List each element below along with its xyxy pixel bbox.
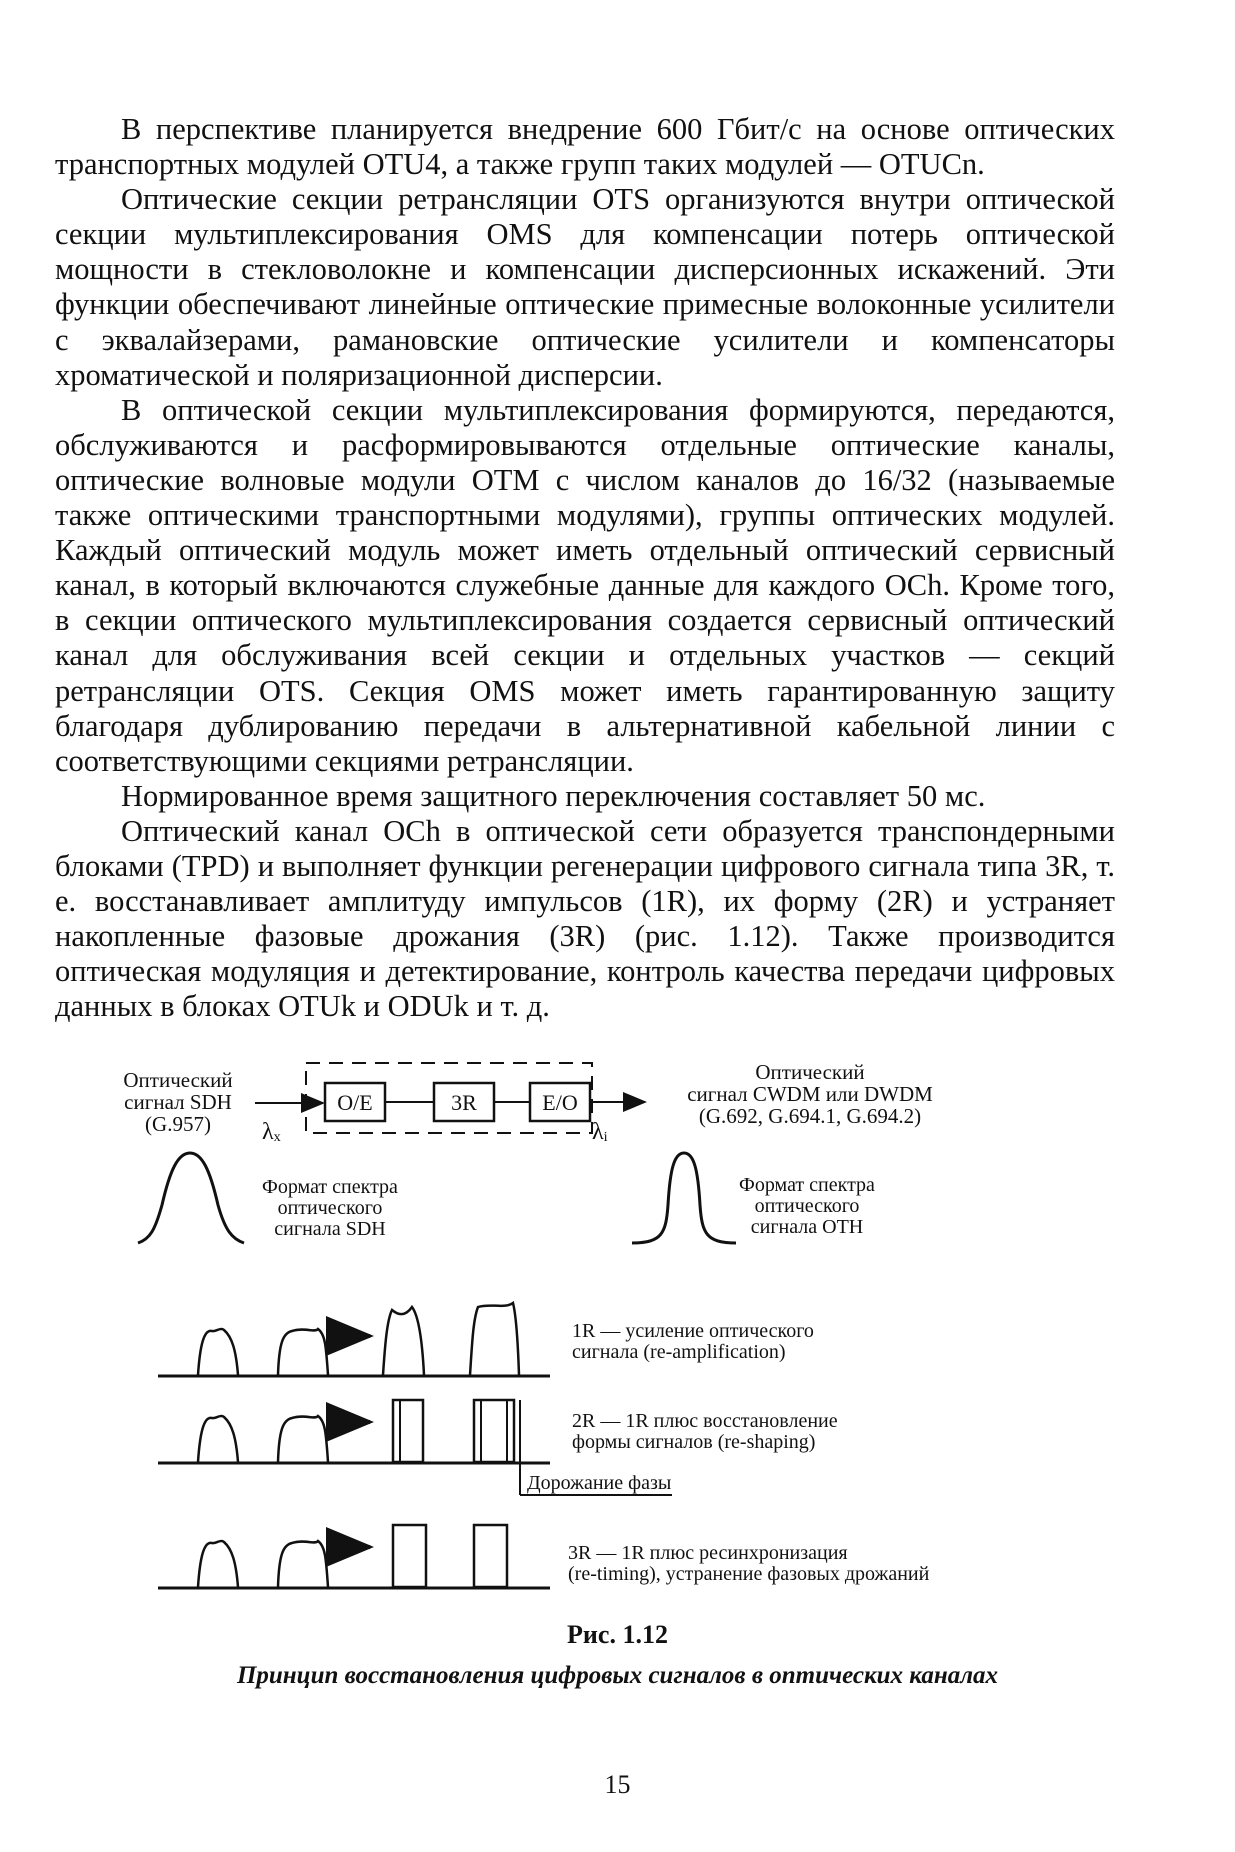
svg-text:(G.692, G.694.1, G.694.2): (G.692, G.694.1, G.694.2) xyxy=(698,1104,922,1128)
spectrum-sdh-label xyxy=(262,1176,398,1240)
jitter-label xyxy=(520,1469,672,1495)
svg-text:2R — 1R плюс восстановление: 2R — 1R плюс восстановление xyxy=(572,1410,838,1432)
block-oe xyxy=(325,1083,385,1121)
paragraph: Оптические секции ретрансляции OTS организуются внутри оптической секции мультиплексирования OMS для компенсации потерь оптической мощности в стекловолокне и компенсации дисперсионных искажений. Эти функции обеспечивают линейные оптические примесные волоконные усилители с эквалайзерами, рамановские оптические усилители и компенсаторы хроматической и поляризационной дисперсии. xyxy=(55,182,1115,392)
svg-text:Оптический: Оптический xyxy=(123,1068,233,1092)
svg-text:3R: 3R xyxy=(451,1090,477,1115)
block-3r xyxy=(434,1083,494,1121)
input-label xyxy=(123,1068,232,1136)
svg-text:сигнала SDH: сигнала SDH xyxy=(274,1218,386,1240)
figure-diagram xyxy=(0,1045,1235,1605)
svg-text:формы сигналов (re-shaping): формы сигналов (re-shaping) xyxy=(572,1431,816,1453)
row-1r xyxy=(158,1303,814,1376)
page-number: 15 xyxy=(604,1770,631,1799)
paragraph: Оптический канал OCh в оптической сети образуется транспондерными блоками (TPD) и выполняет функции регенерации цифрового сигнала типа 3R, т. е. восстанавливает амплитуду импульсов (1R), их форму (2R) и устраняет накопленные фазовые дрожания (3R) (рис. 1.12). Также производится оптическая модуляция и детектирование, контроль качества передачи цифровых данных в блоках OTUk и ODUk и т. д. xyxy=(55,813,1115,1024)
svg-text:Оптический: Оптический xyxy=(755,1060,865,1084)
row-2r xyxy=(158,1400,838,1490)
svg-text:Дорожание фазы: Дорожание фазы xyxy=(527,1472,672,1494)
body-text xyxy=(55,112,1115,1024)
svg-text:сигнал SDH: сигнал SDH xyxy=(124,1090,232,1114)
figure-caption: Принцип восстановления цифровых сигналов в оптических каналах xyxy=(236,1662,999,1689)
svg-text:O/E: O/E xyxy=(337,1090,373,1115)
svg-text:оптического: оптического xyxy=(754,1195,860,1217)
paragraph: В перспективе планируется внедрение 600 Гбит/с на основе оптических транспортных модулей OTU4, а также групп таких модулей — OTUCn. xyxy=(55,112,1115,182)
spectrum-oth-label xyxy=(739,1174,875,1238)
figure-number: Рис. 1.12 xyxy=(567,1620,668,1649)
lambda-in: λₓ xyxy=(262,1119,281,1145)
svg-text:оптического: оптического xyxy=(277,1197,383,1219)
svg-text:1R — усиление оптического: 1R — усиление оптического xyxy=(572,1320,814,1342)
svg-text:3R — 1R плюс ресинхронизация: 3R — 1R плюс ресинхронизация xyxy=(568,1542,848,1564)
svg-text:сигнала (re-amplification): сигнала (re-amplification) xyxy=(572,1341,786,1363)
svg-text:Формат спектра: Формат спектра xyxy=(262,1176,398,1198)
paragraph: Нормированное время защитного переключения составляет 50 мс. xyxy=(121,778,986,813)
paragraph: В оптической секции мультиплексирования формируются, передаются, обслуживаются и расформировываются отдельные оптические каналы, оптические волновые модули OTM с числом каналов до 16/32 (называемые также оптическими транспортными модулями), группы оптических модулей. Каждый оптический модуль может иметь отдельный оптический сервисный канал, в который включаются служебные данные для каждого OCh. Кроме того, в секции оптического мультиплексирования создается сервисный оптический канал для обслуживания всей секции и отдельных участков — секций ретрансляции OTS. Секция OMS может иметь гарантированную защиту благодаря дублированию передачи в альтернативной кабельной линии с соответствующими секциями ретрансляции. xyxy=(55,392,1115,778)
oth-spectrum-curve xyxy=(632,1153,736,1243)
svg-text:E/O: E/O xyxy=(542,1090,578,1115)
lambda-out: λᵢ xyxy=(592,1119,608,1145)
svg-text:сигнал CWDM или DWDM: сигнал CWDM или DWDM xyxy=(687,1082,933,1106)
sdh-spectrum-curve xyxy=(138,1153,244,1243)
svg-text:Формат спектра: Формат спектра xyxy=(739,1174,875,1196)
svg-text:(G.957): (G.957) xyxy=(145,1112,211,1136)
output-label xyxy=(687,1060,933,1128)
svg-text:сигнала OTH: сигнала OTH xyxy=(750,1216,864,1238)
svg-text:(re-timing), устранение фазовы: (re-timing), устранение фазовых дрожаний xyxy=(568,1563,930,1585)
block-eo xyxy=(530,1083,590,1121)
row-3r xyxy=(158,1525,930,1588)
